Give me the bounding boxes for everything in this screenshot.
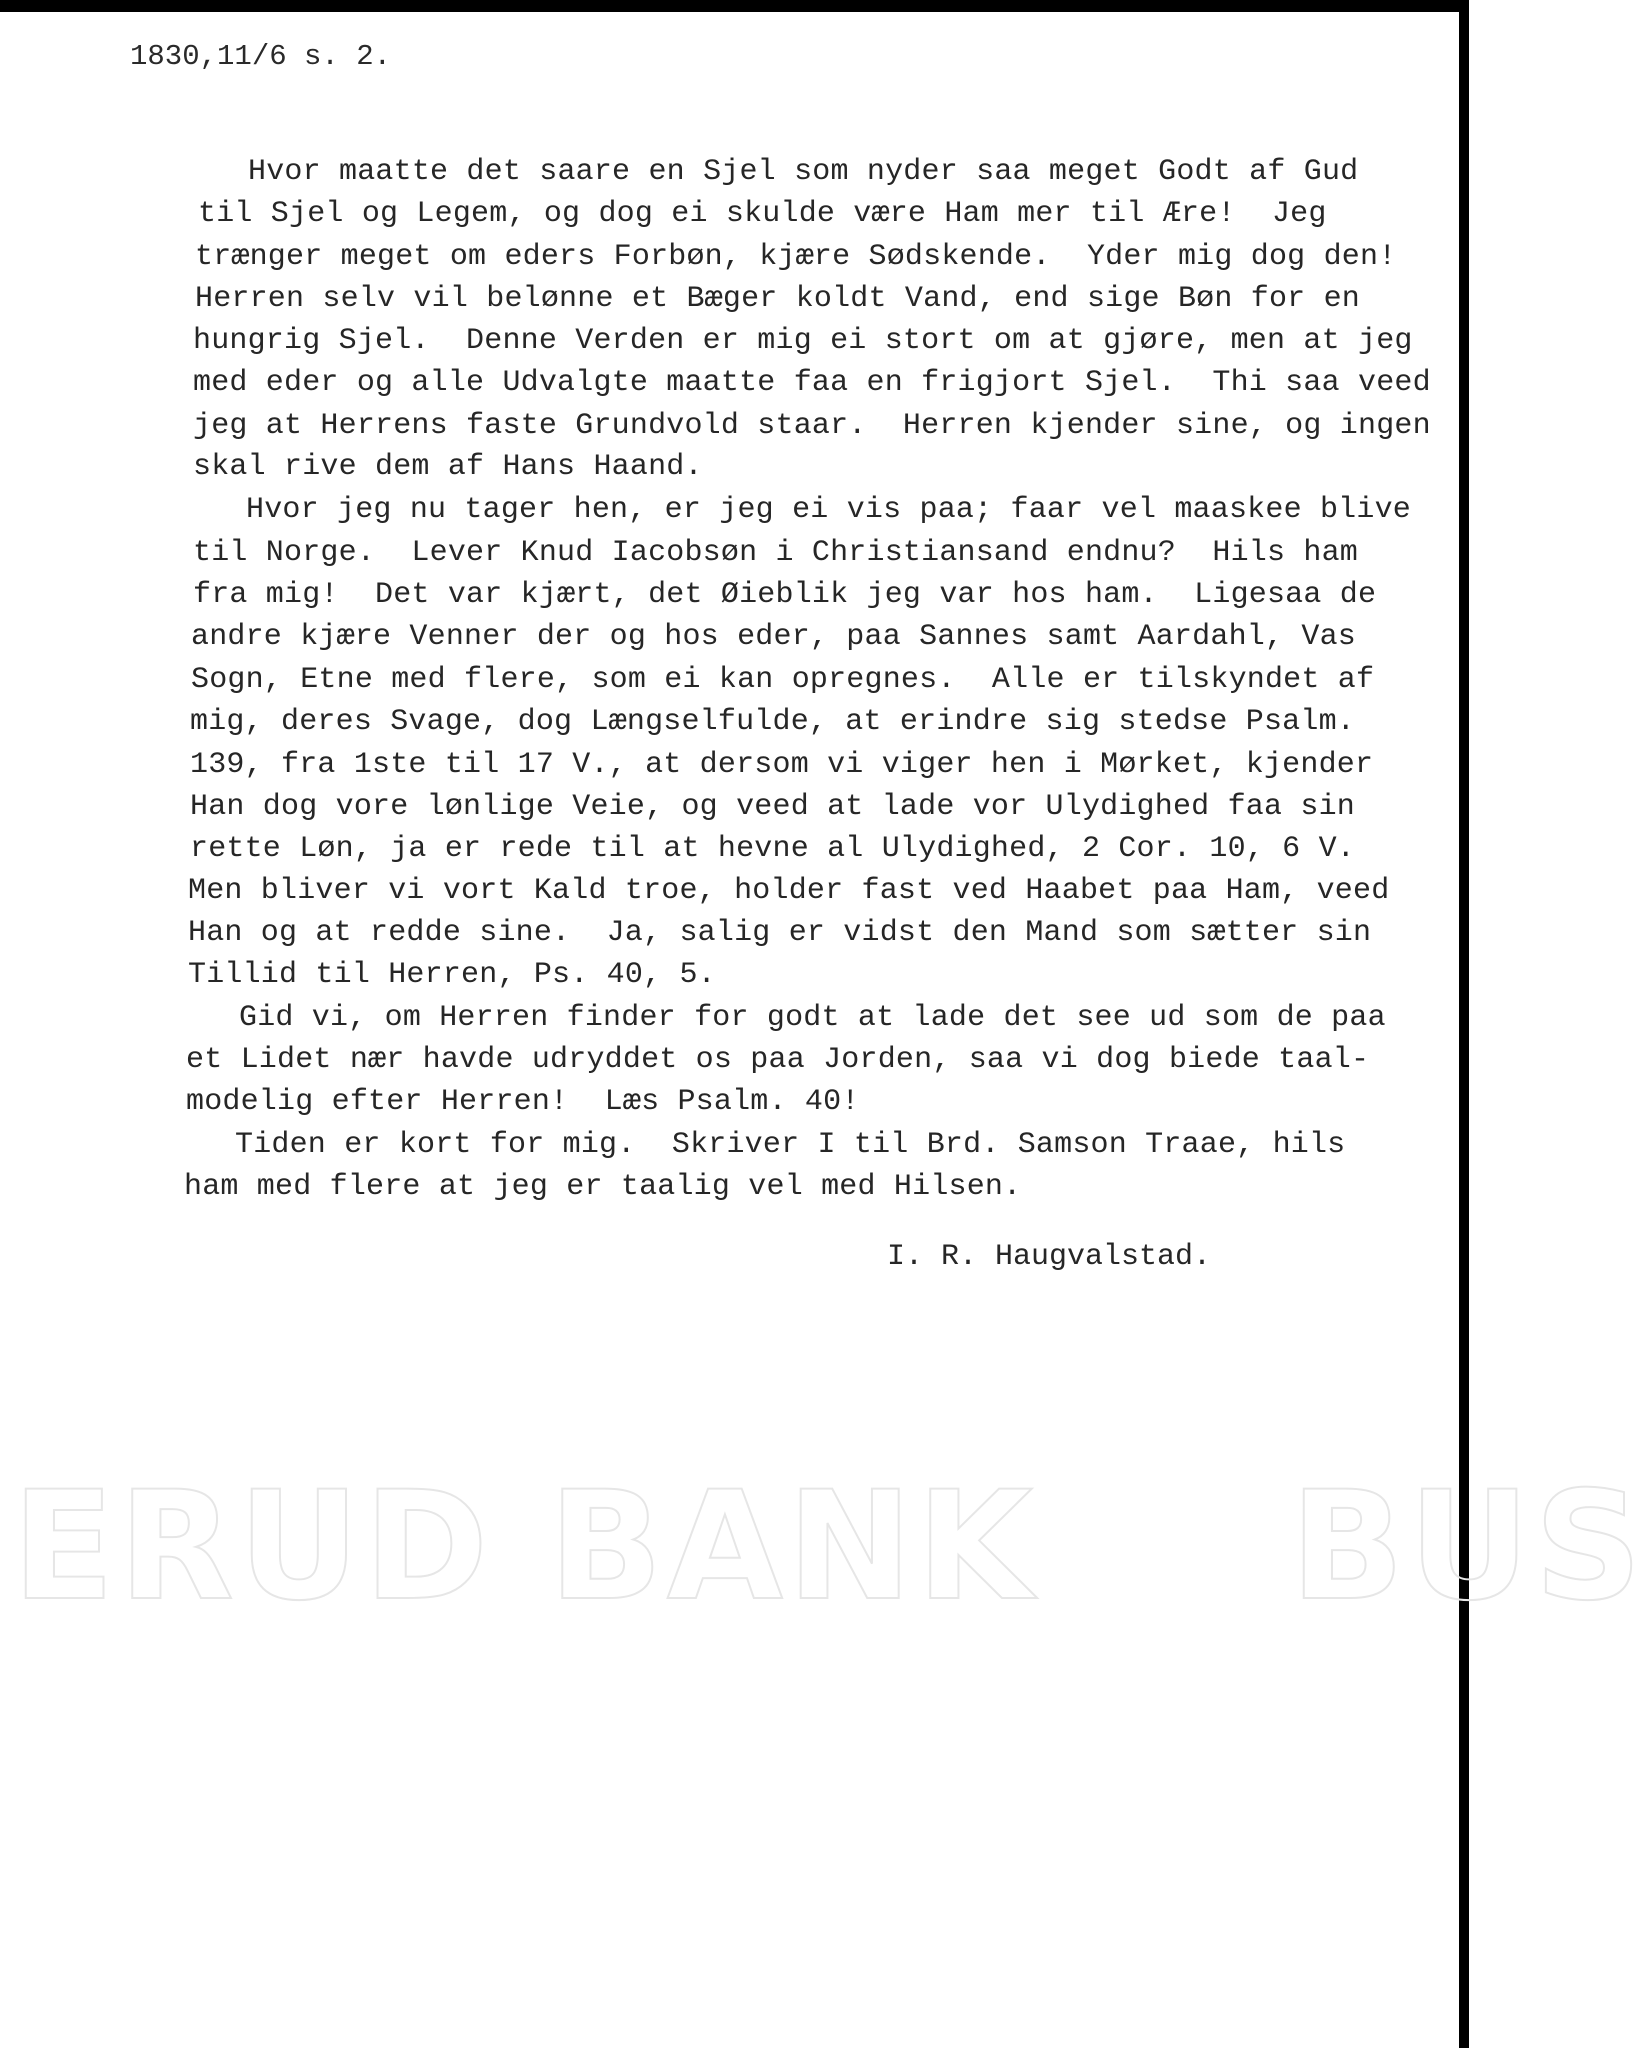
- body-line: et Lidet nær havde udryddet os paa Jorden, saa vi dog biede taal-: [186, 1043, 1370, 1077]
- body-line: Han dog vore lønlige Veie, og veed at lade vor Ulydighed faa sin: [190, 790, 1355, 824]
- body-line: Tillid til Herren, Ps. 40, 5.: [188, 958, 716, 992]
- body-line: rette Løn, ja er rede til at hevne al Ulydighed, 2 Cor. 10, 6 V.: [190, 832, 1355, 866]
- scan-edge-top: [0, 0, 1469, 12]
- body-line: Gid vi, om Herren finder for godt at lade det see ud som de paa: [239, 1001, 1386, 1035]
- body-line: til Norge. Lever Knud Iacobsøn i Christiansand endnu? Hils ham: [193, 536, 1358, 570]
- body-line: ham med flere at jeg er taalig vel med Hilsen.: [184, 1170, 1022, 1204]
- body-line: andre kjære Venner der og hos eder, paa Sannes samt Aardahl, Vas: [191, 620, 1356, 654]
- body-line: modelig efter Herren! Læs Psalm. 40!: [186, 1085, 860, 1119]
- watermark-right: BUS: [1290, 1460, 1646, 1634]
- body-line: Herren selv vil belønne et Bæger koldt Vand, end sige Bøn for en: [195, 282, 1360, 316]
- body-line: Tiden er kort for mig. Skriver I til Brd. Samson Traae, hils: [235, 1128, 1346, 1162]
- scan-edge-right: [1459, 0, 1469, 2048]
- body-line: fra mig! Det var kjært, det Øieblik jeg var hos ham. Ligesaa de: [193, 578, 1377, 612]
- body-line: Sogn, Etne med flere, som ei kan opregnes. Alle er tilskyndet af: [191, 663, 1375, 697]
- body-line: skal rive dem af Hans Haand.: [193, 450, 703, 484]
- body-line: hungrig Sjel. Denne Verden er mig ei stort om at gjøre, men at jeg: [193, 324, 1413, 358]
- body-line: jeg at Herrens faste Grundvold staar. Herren kjender sine, og ingen: [193, 409, 1431, 443]
- page-reference: 1830,11/6 s. 2.: [130, 40, 392, 73]
- watermark-left: ERUD BANK: [12, 1460, 1037, 1634]
- body-line: trænger meget om eders Forbøn, kjære Sødskende. Yder mig dog den!: [195, 240, 1397, 274]
- signature: I. R. Haugvalstad.: [887, 1240, 1212, 1274]
- body-line: Hvor maatte det saare en Sjel som nyder saa meget Godt af Gud: [248, 155, 1359, 189]
- body-line: med eder og alle Udvalgte maatte faa en frigjort Sjel. Thi saa veed: [193, 366, 1431, 400]
- body-line: Men bliver vi vort Kald troe, holder fast ved Haabet paa Ham, veed: [188, 874, 1390, 908]
- body-line: 139, fra 1ste til 17 V., at dersom vi viger hen i Mørket, kjender: [190, 748, 1374, 782]
- body-line: Hvor jeg nu tager hen, er jeg ei vis paa; faar vel maaskee blive: [246, 493, 1411, 527]
- body-line: til Sjel og Legem, og dog ei skulde være Ham mer til Ære! Jeg: [198, 197, 1327, 231]
- body-line: mig, deres Svage, dog Længselfulde, at erindre sig stedse Psalm.: [190, 705, 1355, 739]
- body-line: Han og at redde sine. Ja, salig er vidst den Mand som sætter sin: [188, 916, 1372, 950]
